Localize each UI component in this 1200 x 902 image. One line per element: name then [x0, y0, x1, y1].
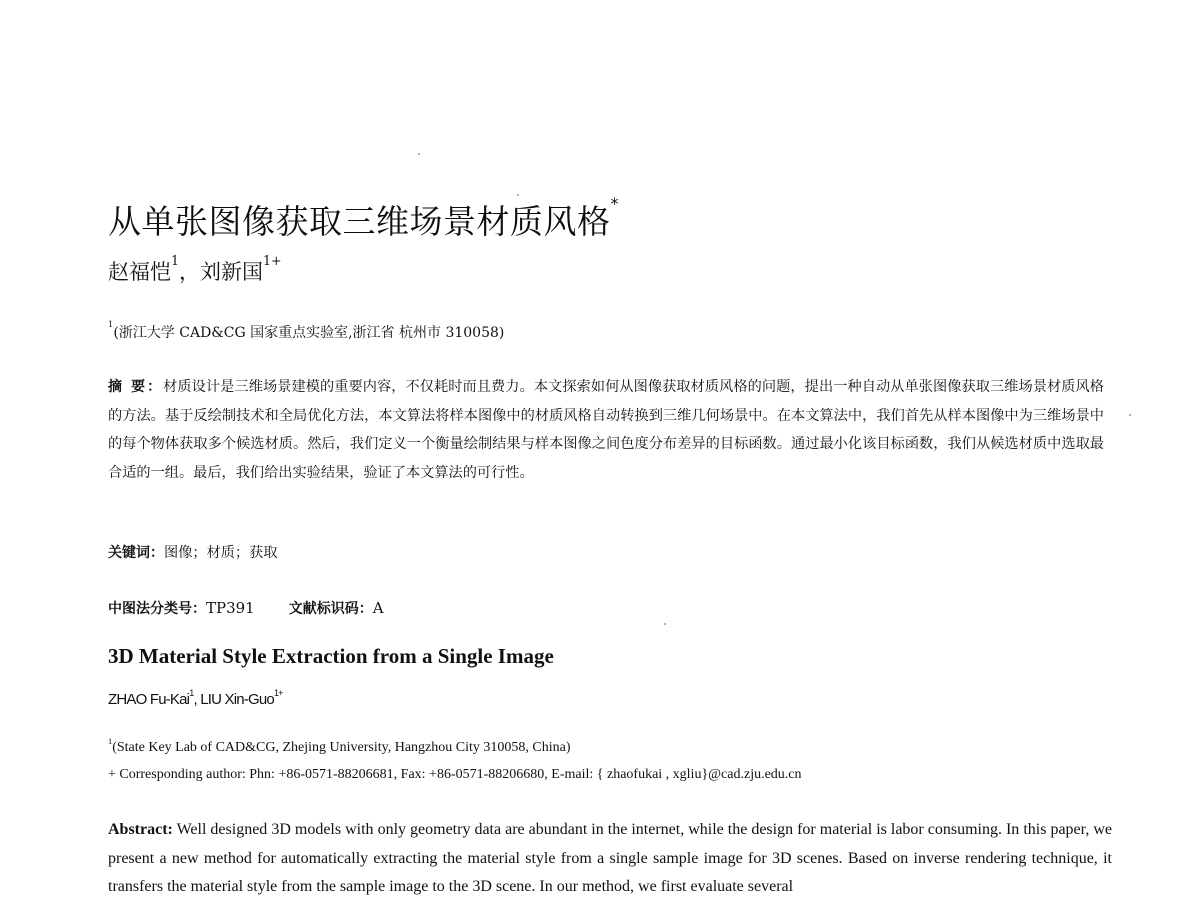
author-2-cn-mark: 1+ — [263, 253, 282, 268]
author-1-cn-mark: 1 — [171, 253, 180, 268]
author-2-cn: 刘新国 — [200, 260, 264, 284]
author-2-en-mark: 1+ — [273, 688, 283, 698]
doc-code-label: 文献标识码： — [288, 601, 373, 617]
clc-value: TP391 — [206, 599, 255, 617]
paper-title-cn — [108, 196, 619, 243]
scan-speck — [664, 623, 666, 625]
author-1-en: ZHAO Fu-Kai — [108, 691, 190, 708]
affiliation-cn — [108, 319, 505, 342]
authors-cn — [108, 253, 282, 286]
keywords-cn-label: 关键词： — [108, 545, 164, 561]
scan-speck — [1129, 414, 1131, 416]
author-2-en: LIU Xin-Guo — [200, 691, 274, 708]
clc-label: 中图法分类号： — [108, 601, 206, 617]
author-1-cn: 赵福恺 — [108, 260, 171, 284]
doc-code-value: A — [372, 599, 384, 617]
affiliation-en-mark: 1 — [108, 737, 113, 746]
keywords-cn — [108, 542, 278, 562]
classification-cn — [108, 598, 384, 618]
author-1-en-mark: 1 — [189, 688, 194, 698]
abstract-cn-text: 材质设计是三维场景建模的重要内容，不仅耗时而且费力。本文探索如何从图像获取材质风格的问题，提出一种自动从单张图像获取三维场景材质风格的方法。基于反绘制技术和全局优化方法，本文算法将样本图像中的材质风格自动转换到三维几何场景中。在本文算法中，我们首先从样本图像中为三维场景中的每个物体获取多个候选材质。然后，我们定义一个衡量绘制结果与样本图像之间色度分布差异的目标函数。通过最小化该目标函数，我们从候选材质中选取最合适的一组。最后，我们给出实验结果，验证了本文算法的可行性。 — [108, 379, 1104, 481]
affiliation-en — [108, 737, 571, 756]
author-separator-en: , — [193, 691, 201, 708]
corresponding-author: + Corresponding author: Phn: +86-0571-88206681, Fax: +86-0571-88206680, E-mail: { zhaofukai , xgliu}@cad.zju.edu.cn — [108, 767, 802, 782]
scan-speck — [418, 153, 420, 155]
title-footnote-mark: * — [610, 194, 619, 213]
abstract-en — [108, 816, 1112, 902]
author-separator-cn: ， — [179, 260, 201, 284]
abstract-cn — [108, 373, 1104, 487]
abstract-cn-label: 摘 要： — [108, 379, 164, 395]
abstract-en-text: Well designed 3D models with only geometry data are abundant in the internet, while the design for material is labor consuming. In this paper, we present a new method for automatically extracting the material style from a single sample image for 3D scenes. Based on inverse rendering technique, it transfers the material style from the sample image to the 3D scene. In our method, we first evaluate several — [108, 821, 1113, 895]
authors-en — [108, 688, 283, 708]
paper-title-en: 3D Material Style Extraction from a Single Image — [108, 644, 554, 668]
scan-speck — [517, 194, 519, 196]
affiliation-cn-text: (浙江大学 CAD&CG 国家重点实验室,浙江省 杭州市 310058) — [113, 325, 505, 341]
abstract-en-label: Abstract: — [108, 821, 173, 838]
keywords-cn-text: 图像；材质；获取 — [164, 545, 278, 561]
affiliation-cn-mark: 1 — [108, 319, 114, 329]
affiliation-en-text: (State Key Lab of CAD&CG, Zhejing University, Hangzhou City 310058, China) — [112, 740, 571, 755]
paper-title-cn-text: 从单张图像获取三维场景材质风格 — [108, 202, 611, 241]
